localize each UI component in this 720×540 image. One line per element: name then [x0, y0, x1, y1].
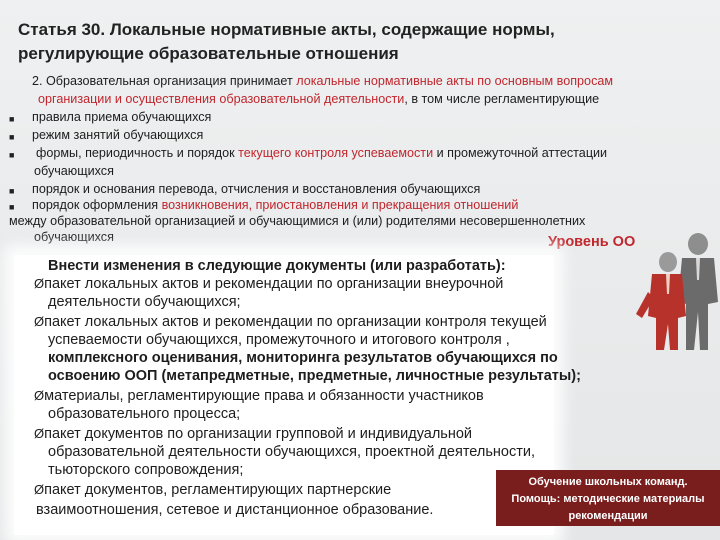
list-item-text: пакет локальных актов и рекомендации по организации внеурочной: [44, 276, 504, 292]
list-item: [34, 425, 472, 443]
list-item-text: пакет документов, регламентирующих партнерские: [44, 482, 392, 498]
list-item-text: пакет локальных актов и рекомендации по организации контроля текущей: [44, 314, 547, 330]
list-item-continuation: взаимоотношения, сетевое и дистанционное образование.: [36, 502, 434, 518]
arrow-bullet-icon: Ø: [34, 426, 45, 441]
paragraph-line: [38, 91, 599, 107]
highlight-span: локальные нормативные акты по основным вопросам: [296, 74, 614, 88]
paragraph-line: [32, 73, 613, 89]
bullet-square-icon: ■: [9, 150, 15, 160]
title-line-1: Статья 30. Локальные нормативные акты, содержащие нормы,: [18, 20, 555, 39]
paragraph-line: между образовательной организацией и обучающимися и (или) родителями несовершеннолетних: [9, 214, 586, 228]
panel-heading: Внести изменения в следующие документы (или разработать):: [48, 258, 506, 274]
list-item-text: режим занятий обучающихся: [32, 128, 204, 142]
list-item-text: пакет документов по организации групповой и индивидуальной: [44, 426, 473, 442]
text-span: порядок оформления: [32, 198, 162, 212]
highlight-span: текущего контроля успеваемости: [238, 146, 434, 160]
bullet-square-icon: ■: [9, 132, 15, 142]
title-line-2: регулирующие образовательные отношения: [18, 44, 399, 63]
box-line: Помощь: методические материалы: [511, 493, 705, 505]
bullet-square-icon: ■: [9, 202, 15, 212]
list-item-text: порядок и основания перевода, отчисления и восстановления обучающихся: [32, 182, 481, 196]
list-item-text: правила приема обучающихся: [32, 110, 212, 124]
list-item-continuation: обучающихся: [34, 164, 114, 178]
list-item-continuation: образовательной деятельности обучающихся, проектной деятельности,: [48, 444, 535, 460]
list-item-continuation: тьюторского сопровождения;: [48, 462, 244, 478]
list-item: [34, 313, 547, 331]
list-item-text: [36, 145, 607, 161]
text-span: и промежуточной аттестации: [433, 146, 608, 160]
list-item: [34, 275, 503, 293]
list-item: [34, 387, 484, 405]
list-item-continuation: деятельности обучающихся;: [48, 294, 241, 310]
paragraph-line: обучающихся: [34, 230, 114, 244]
arrow-bullet-icon: Ø: [34, 388, 45, 403]
text-span: формы, периодичность и порядок: [36, 146, 239, 160]
list-item: [34, 481, 391, 499]
highlight-span: возникновения, приостановления и прекращения отношений: [161, 198, 519, 212]
arrow-bullet-icon: Ø: [34, 482, 45, 497]
recommendations-panel: [14, 255, 581, 535]
list-item-text: [32, 197, 518, 213]
list-item-continuation: успеваемости обучающихся, промежуточного и итогового контроля ,: [48, 332, 510, 348]
businessman-figures-icon: [628, 232, 720, 352]
arrow-bullet-icon: Ø: [34, 314, 45, 329]
box-line: Обучение школьных команд.: [528, 476, 688, 488]
list-item-text: материалы, регламентирующие права и обязанности участников: [44, 388, 484, 404]
list-item-continuation: освоению ООП (метапредметные, предметные, личностные результаты);: [48, 368, 581, 384]
text-span: , в том числе регламентирующие: [404, 92, 600, 106]
list-item-continuation: образовательного процесса;: [48, 406, 241, 422]
level-label: Уровень ОО: [548, 234, 636, 250]
text-span: 2. Образовательная организация принимает: [32, 74, 297, 88]
bullet-square-icon: ■: [9, 186, 15, 196]
highlight-span: организации и осуществления образовательной деятельности: [38, 92, 405, 106]
box-line: рекомендации: [568, 510, 648, 522]
list-item-continuation: комплексного оценивания, мониторинга результатов обучающихся по: [48, 350, 558, 366]
arrow-bullet-icon: Ø: [34, 276, 45, 291]
bullet-square-icon: ■: [9, 114, 15, 124]
training-info-box: [496, 470, 720, 526]
